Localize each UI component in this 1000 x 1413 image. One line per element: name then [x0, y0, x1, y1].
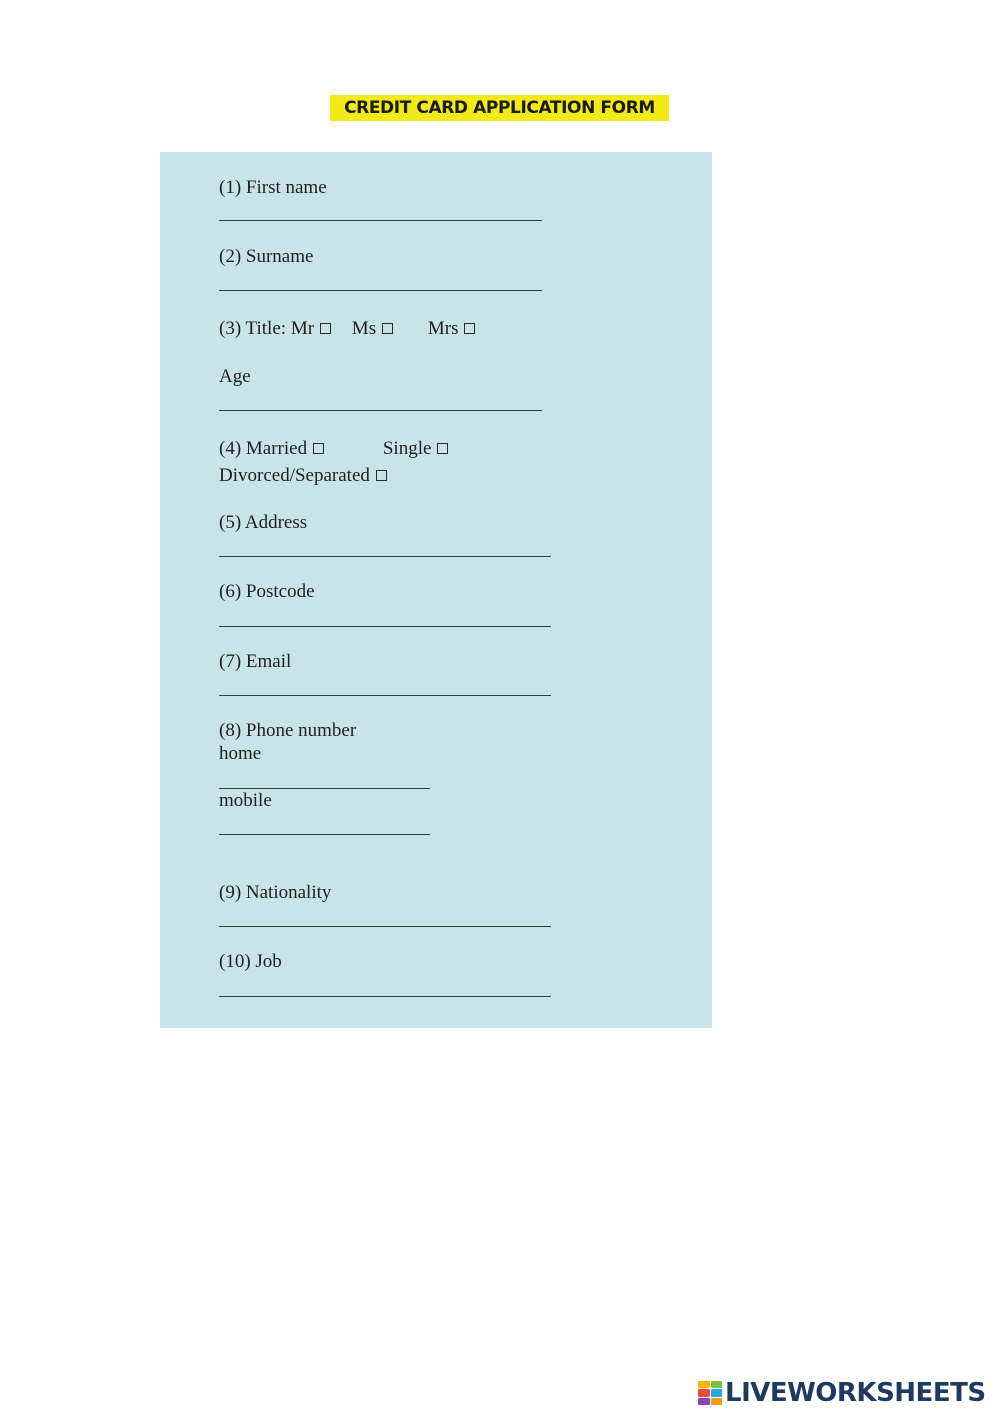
home-label: home	[219, 743, 262, 764]
postcode-label: (6) Postcode	[219, 581, 315, 602]
logo-tile	[698, 1381, 710, 1388]
form-panel	[160, 152, 712, 1028]
checkbox-icon[interactable]	[437, 443, 448, 454]
divorced-label: Divorced/Separated	[219, 465, 370, 486]
address-line[interactable]	[219, 556, 551, 557]
checkbox-icon[interactable]	[376, 470, 387, 481]
title-row	[219, 318, 475, 340]
surname-label: (2) Surname	[219, 246, 314, 267]
logo-tile	[698, 1398, 710, 1405]
marital-row	[219, 438, 448, 460]
logo-tile	[711, 1381, 723, 1388]
checkbox-icon[interactable]	[313, 443, 324, 454]
title-option-mrs[interactable]	[428, 318, 476, 339]
logo-text: LIVEWORKSHEETS	[725, 1378, 986, 1408]
address-label: (5) Address	[219, 512, 308, 533]
job-label: (10) Job	[219, 951, 282, 972]
liveworksheets-logo	[698, 1377, 994, 1409]
job-line[interactable]	[219, 996, 551, 997]
title-option-ms-label: Ms	[351, 318, 377, 339]
home-phone-line[interactable]	[219, 788, 430, 789]
divorced-option[interactable]	[219, 465, 387, 487]
email-line[interactable]	[219, 695, 551, 696]
first-name-line[interactable]	[219, 220, 542, 221]
checkbox-icon[interactable]	[320, 323, 331, 334]
first-name-label: (1) First name	[219, 177, 327, 198]
title-option-ms[interactable]	[352, 318, 393, 339]
nationality-line[interactable]	[219, 926, 551, 927]
title-option-mr-label: Mr	[290, 318, 315, 339]
married-label: (4) Married	[219, 438, 308, 459]
logo-tile	[698, 1389, 710, 1396]
mobile-phone-line[interactable]	[219, 834, 430, 835]
single-label: Single	[382, 438, 432, 459]
postcode-line[interactable]	[219, 626, 551, 627]
age-line[interactable]	[219, 410, 542, 411]
mobile-label: mobile	[219, 790, 272, 811]
title-label: (3) Title:	[219, 318, 287, 339]
single-option[interactable]	[383, 438, 449, 459]
nationality-label: (9) Nationality	[219, 882, 332, 903]
title-option-mrs-label: Mrs	[427, 318, 459, 339]
age-label: Age	[219, 366, 251, 387]
phone-label: (8) Phone number	[219, 720, 357, 741]
surname-line[interactable]	[219, 290, 542, 291]
email-label: (7) Email	[219, 651, 292, 672]
form-title: CREDIT CARD APPLICATION FORM	[330, 95, 669, 121]
logo-tile	[711, 1389, 723, 1396]
title-option-mr[interactable]	[291, 318, 331, 339]
logo-mark-icon	[698, 1381, 722, 1405]
married-option[interactable]	[219, 438, 324, 459]
logo-tile	[711, 1398, 723, 1405]
checkbox-icon[interactable]	[382, 323, 393, 334]
checkbox-icon[interactable]	[464, 323, 475, 334]
